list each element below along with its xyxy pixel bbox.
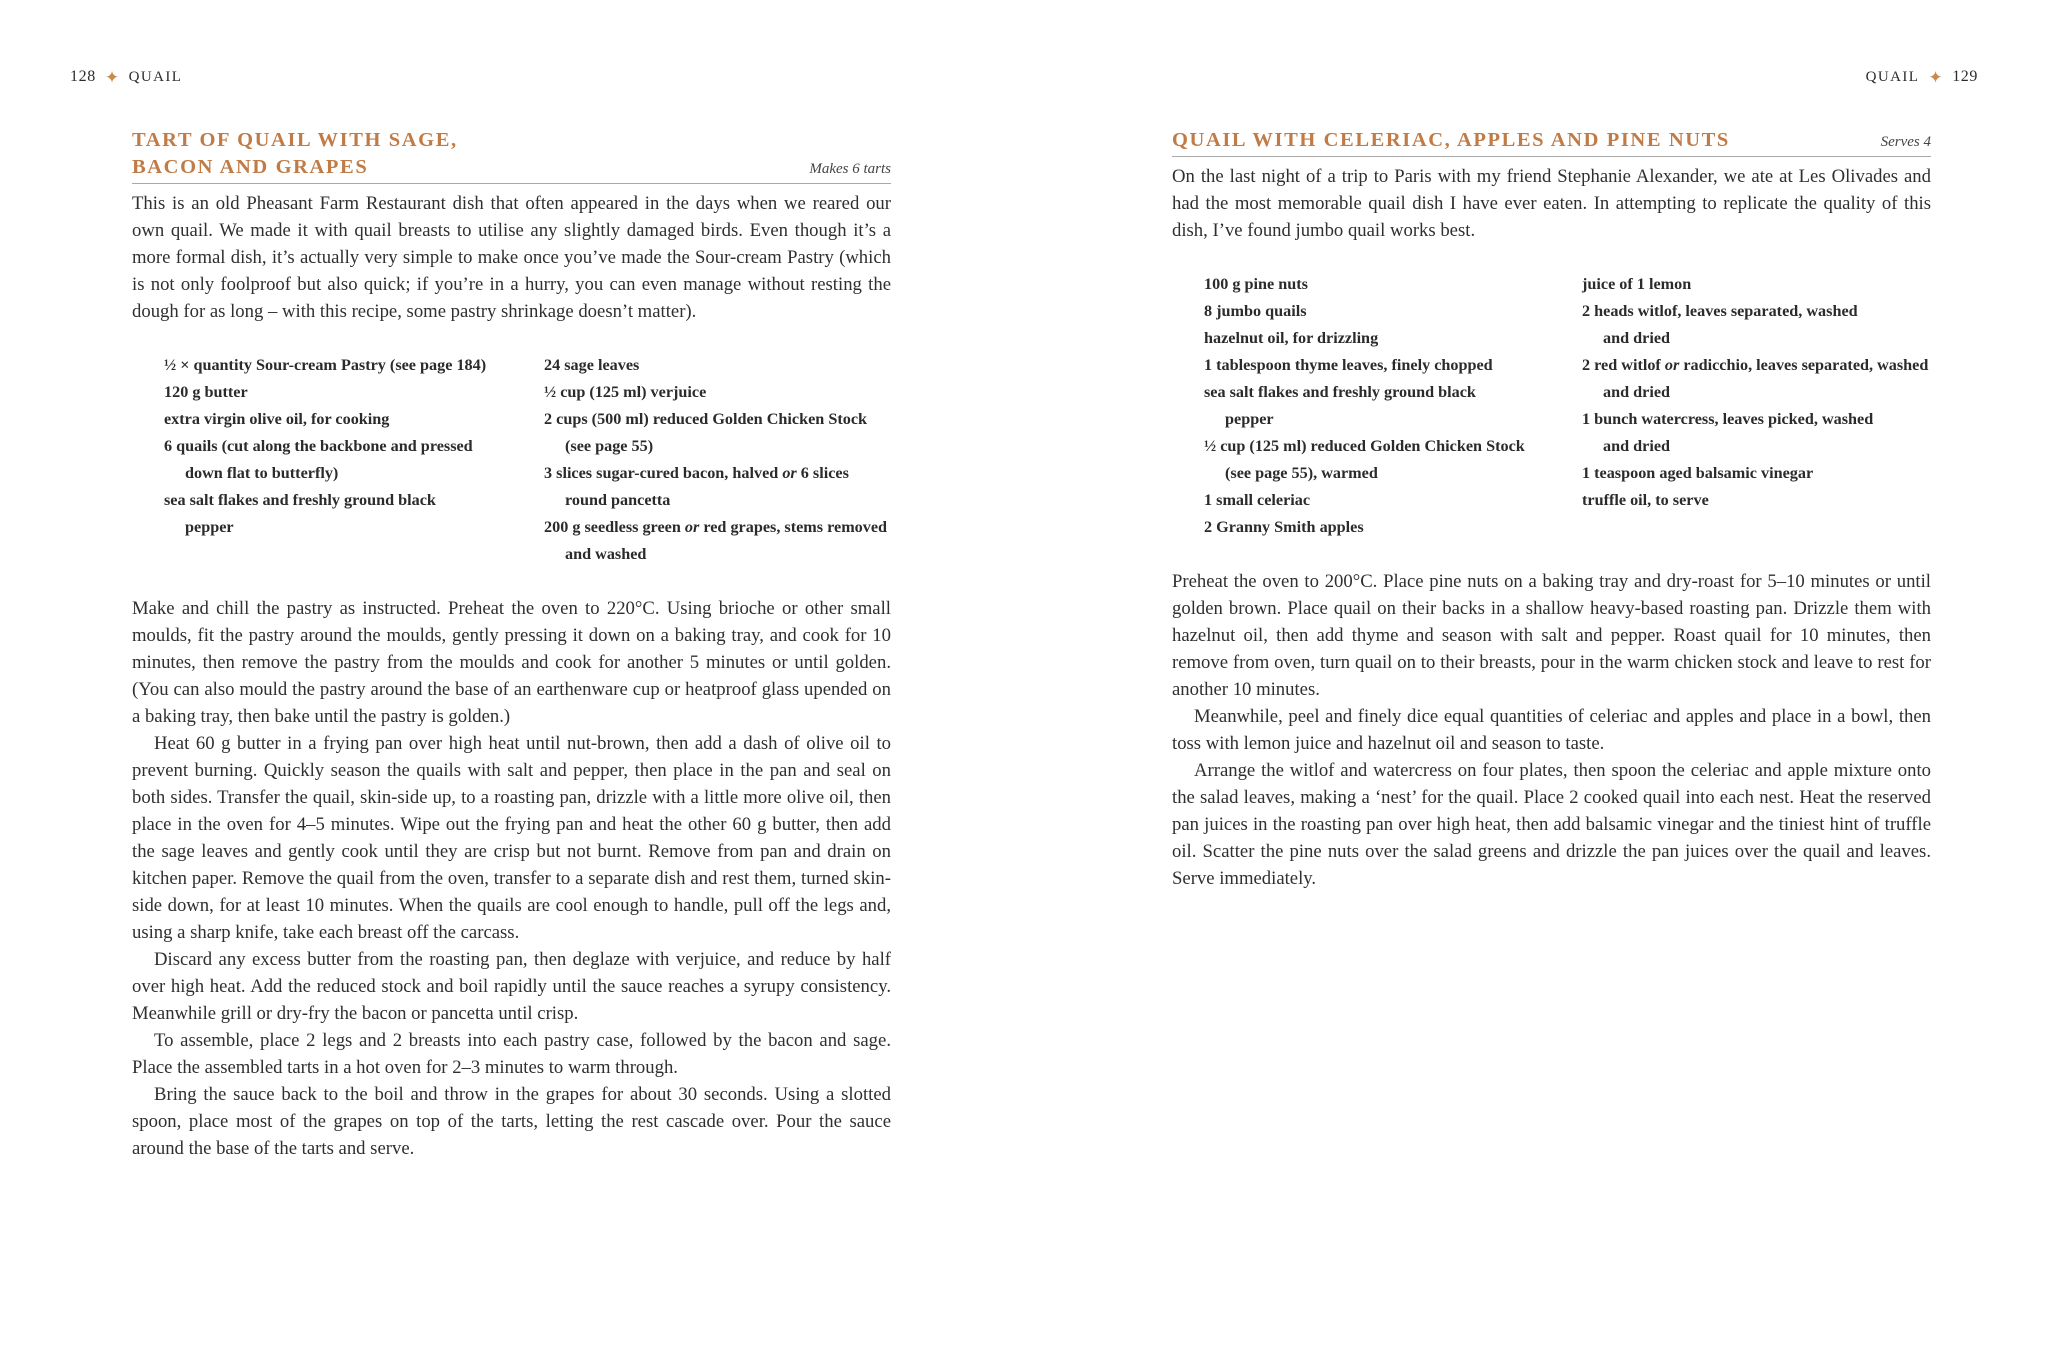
page-number: 128	[70, 68, 96, 85]
recipe-title-line1: TART OF QUAIL WITH SAGE,	[132, 129, 458, 151]
ingredients-column-1	[1204, 271, 1582, 541]
method-paragraph: Heat 60 g butter in a frying pan over high heat until nut-brown, then add a dash of olive oil to prevent burning. Quickly season the quails with salt and pepper, then place in the pan and seal on both sides. Transfer the quail, skin-side up, to a roasting pan, drizzle with a little more olive oil, then place in the oven for 4–5 minutes. Wipe out the frying pan and heat the other 60 g butter, then add the sage leaves and gently cook until they are crisp but not burnt. Remove from pan and drain on kitchen paper. Remove the quail from the oven, transfer to a separate dish and rest them, turned skin-side down, for at least 10 minutes. When the quails are cool enough to handle, pull off the legs and, using a sharp knife, take each breast off the carcass.	[132, 733, 891, 943]
ingredient-item: 120 g butter	[164, 383, 248, 401]
ingredient-item: juice of 1 lemon	[1582, 275, 1692, 293]
ingredient-item: 1 bunch watercress, leaves picked, washed and dried	[1582, 410, 1874, 455]
ingredient-item: 2 red witlof or radicchio, leaves separated, washed and dried	[1582, 356, 1929, 401]
ingredient-item: sea salt flakes and freshly ground black pepper	[164, 491, 436, 536]
ingredients-list	[164, 352, 891, 568]
recipe-title-bar	[132, 127, 891, 184]
recipe-title-bar	[1172, 127, 1931, 157]
recipe-column-left	[132, 127, 891, 1162]
ingredient-item: extra virgin olive oil, for cooking	[164, 410, 390, 428]
recipe-column-right	[1172, 127, 1931, 892]
method-paragraph: Make and chill the pastry as instructed. Preheat the oven to 220°C. Using brioche or other small moulds, fit the pastry around the moulds, gently pressing it down on a baking tray, and cook for 10 minutes, then remove the pastry from the moulds and cook for another 5 minutes or until golden. (You can also mould the pastry around the base of an earthenware cup or heatproof glass upended on a baking tray, then bake until the pastry is golden.)	[132, 598, 891, 727]
ingredient-item: 1 tablespoon thyme leaves, finely chopped	[1204, 356, 1493, 374]
recipe-yield: Makes 6 tarts	[809, 161, 891, 177]
ingredient-item: 100 g pine nuts	[1204, 275, 1308, 293]
method-paragraph: Bring the sauce back to the boil and throw in the grapes for about 30 seconds. Using a slotted spoon, place most of the grapes on top of the tarts, letting the rest cascade over. Pour the sauce around the base of the tarts and serve.	[132, 1084, 891, 1159]
ingredient-item: 2 cups (500 ml) reduced Golden Chicken Stock (see page 55)	[544, 410, 868, 455]
ingredient-item: truffle oil, to serve	[1582, 491, 1709, 509]
section-name: QUAIL	[128, 68, 183, 85]
ingredient-item: 1 small celeriac	[1204, 491, 1311, 509]
running-head-left	[70, 68, 182, 86]
ingredient-item: ½ cup (125 ml) reduced Golden Chicken Stock (see page 55), warmed	[1204, 437, 1525, 482]
method-paragraph: Arrange the witlof and watercress on four plates, then spoon the celeriac and apple mixture onto the salad leaves, making a ‘nest’ for the quail. Place 2 cooked quail into each nest. Heat the reserved pan juices in the roasting pan over high heat, then add balsamic vinegar and the tiniest hint of truffle oil. Scatter the pine nuts over the salad greens and drizzle the pan juices over the quail and leaves. Serve immediately.	[1172, 760, 1931, 889]
running-head-right	[1866, 68, 1978, 86]
ingredient-item: 2 Granny Smith apples	[1204, 518, 1364, 536]
ingredient-item: 3 slices sugar-cured bacon, halved or 6 slices round pancetta	[544, 464, 849, 509]
ingredients-column-1	[164, 352, 544, 568]
ingredients-list	[1204, 271, 1931, 541]
ingredient-item: 8 jumbo quails	[1204, 302, 1307, 320]
method-paragraph: To assemble, place 2 legs and 2 breasts into each pastry case, followed by the bacon and sage. Place the assembled tarts in a hot oven for 2–3 minutes to warm through.	[132, 1030, 891, 1078]
ingredient-item: 200 g seedless green or red grapes, stems removed and washed	[544, 518, 888, 563]
method-paragraph: Preheat the oven to 200°C. Place pine nuts on a baking tray and dry-roast for 5–10 minutes or until golden brown. Place quail on their backs in a shallow heavy-based roasting pan. Drizzle them with hazelnut oil, then add thyme and season with salt and pepper. Roast quail for 10 minutes, then remove from oven, turn quail on to their breasts, pour in the warm chicken stock and leave to rest for another 10 minutes.	[1172, 571, 1931, 700]
recipe-yield: Serves 4	[1880, 134, 1931, 150]
recipe-intro: This is an old Pheasant Farm Restaurant dish that often appeared in the days when we reared our own quail. We made it with quail breasts to utilise any slightly damaged birds. Even though it’s a more formal dish, it’s actually very simple to make once you’ve made the Sour-cream Pastry (which is not only foolproof but also quick; if you’re in a hurry, you can even manage without resting the dough for as long – with this recipe, some pastry shrinkage doesn’t matter).	[132, 193, 891, 322]
ingredient-item: hazelnut oil, for drizzling	[1204, 329, 1379, 347]
ingredients-column-2	[544, 352, 888, 568]
recipe-title: QUAIL WITH CELERIAC, APPLES AND PINE NUTS	[1172, 129, 1730, 151]
ingredient-item: ½ cup (125 ml) verjuice	[544, 383, 707, 401]
recipe-intro: On the last night of a trip to Paris with my friend Stephanie Alexander, we ate at Les Olivades and had the most memorable quail dish I have ever eaten. In attempting to replicate the quality of this dish, I’ve found jumbo quail works best.	[1172, 166, 1931, 241]
method-paragraph: Discard any excess butter from the roasting pan, then deglaze with verjuice, and reduce by half over high heat. Add the reduced stock and boil rapidly until the sauce reaches a syrupy consistency. Meanwhile grill or dry-fry the bacon or pancetta until crisp.	[132, 949, 891, 1024]
ingredient-item: ½ × quantity Sour-cream Pastry (see page 184)	[164, 356, 487, 374]
right-page	[1024, 0, 2048, 1365]
method-paragraph: Meanwhile, peel and finely dice equal quantities of celeriac and apples and place in a bowl, then toss with lemon juice and hazelnut oil and season to taste.	[1172, 706, 1931, 754]
ingredient-item: 1 teaspoon aged balsamic vinegar	[1582, 464, 1814, 482]
ingredients-column-2	[1582, 271, 1927, 541]
diamond-ornament-icon: ✦	[1928, 67, 1944, 87]
ingredient-item: 6 quails (cut along the backbone and pressed down flat to butterfly)	[164, 437, 473, 482]
ingredient-item: 24 sage leaves	[544, 356, 640, 374]
ingredient-item: sea salt flakes and freshly ground black pepper	[1204, 383, 1476, 428]
section-name: QUAIL	[1865, 68, 1920, 85]
diamond-ornament-icon: ✦	[104, 67, 120, 87]
page-number: 129	[1952, 68, 1978, 85]
recipe-title-line2: BACON AND GRAPES	[132, 156, 369, 178]
ingredient-item: 2 heads witlof, leaves separated, washed and dried	[1582, 302, 1858, 347]
